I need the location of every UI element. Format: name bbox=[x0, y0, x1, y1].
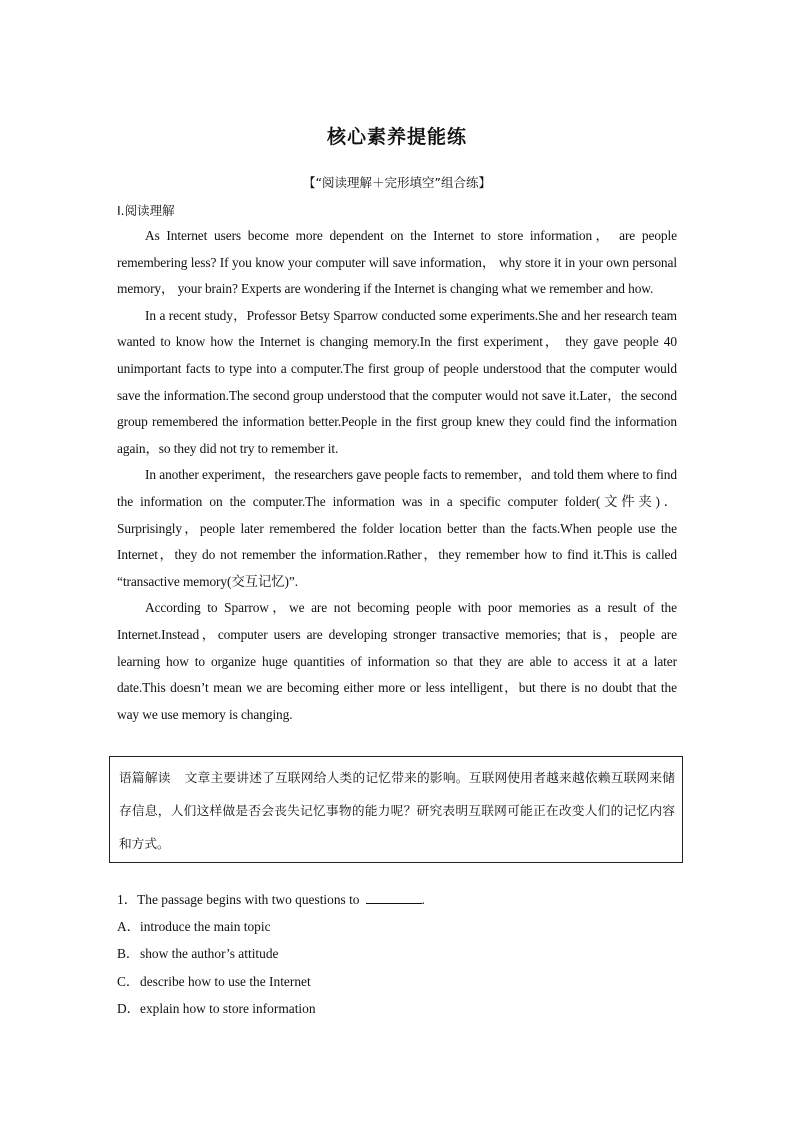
question-stem-end: . bbox=[421, 892, 425, 907]
passage-paragraph-1: As Internet users become more dependent on the Internet to store information， are people remembering less? If you know your computer will save information， why store it in your own personal memory， your brain? Experts are wondering if the Internet is changing what we remember and how. bbox=[117, 228, 677, 297]
option-letter: C． bbox=[117, 973, 140, 989]
summary-label: 语篇解读 bbox=[119, 770, 171, 785]
summary-text: 文章主要讲述了互联网给人类的记忆带来的影响。互联网使用者越来越依赖互联网来储存信息，人们这样做是否会丧失记忆事物的能力呢？研究表明互联网可能正在改变人们的记忆内容和方式。 bbox=[119, 770, 675, 851]
option-a bbox=[117, 913, 677, 940]
passage-paragraph-4: According to Sparrow，we are not becoming people with poor memories as a result of the Internet.Instead，computer users are developing stronger transactive memories; that is，people are learning how to organize huge quantities of information so that they are able to access it at a later date.This doesn’t mean we are becoming either more or less intelligent，but there is no doubt that the way we use memory is changing. bbox=[117, 600, 677, 722]
option-c bbox=[117, 968, 677, 995]
exercise-subtitle: 【“阅读理解＋完形填空”组合练】 bbox=[303, 175, 491, 190]
section-heading: Ⅰ.阅读理解 bbox=[117, 203, 175, 218]
passage-paragraph-2: In a recent study，Professor Betsy Sparrow conducted some experiments.She and her research team wanted to know how the Internet is changing memory.In the first experiment， they gave people 40 unimportant facts to type into a computer.The first group of people understood that the computer would save the information.The second group understood that the computer would not save it.Later，the second group remembered the information better.People in the first group knew they could find the information again，so they did not try to remember it. bbox=[117, 307, 677, 456]
option-text: show the author’s attitude bbox=[140, 946, 279, 962]
passage-summary-box bbox=[109, 756, 683, 863]
option-letter: A． bbox=[117, 919, 141, 935]
option-text: explain how to store information bbox=[140, 1000, 316, 1016]
option-d bbox=[117, 995, 677, 1022]
question-number: 1． bbox=[117, 892, 138, 907]
option-letter: D． bbox=[117, 1000, 141, 1016]
page-title: 核心素养提能练 bbox=[326, 126, 467, 148]
option-letter: B． bbox=[117, 946, 140, 962]
passage-paragraph-3: In another experiment，the researchers gave people facts to remember，and told them where to find the information on the computer.The information was in a specific computer folder(文件夹)．Surprisingly，people later remembered the folder location better than the facts.When people use the Internet，they do not remember the information.Rather，they remember how to find it.This is called “transactive memory(交互记忆)”. bbox=[117, 467, 677, 589]
question-text: The passage begins with two questions to bbox=[137, 892, 360, 907]
question-block bbox=[117, 886, 677, 1022]
option-text: introduce the main topic bbox=[140, 919, 271, 935]
option-text: describe how to use the Internet bbox=[140, 973, 311, 989]
question-stem bbox=[117, 886, 677, 913]
reading-passage bbox=[117, 223, 677, 728]
answer-blank bbox=[366, 891, 422, 904]
option-b bbox=[117, 940, 677, 967]
